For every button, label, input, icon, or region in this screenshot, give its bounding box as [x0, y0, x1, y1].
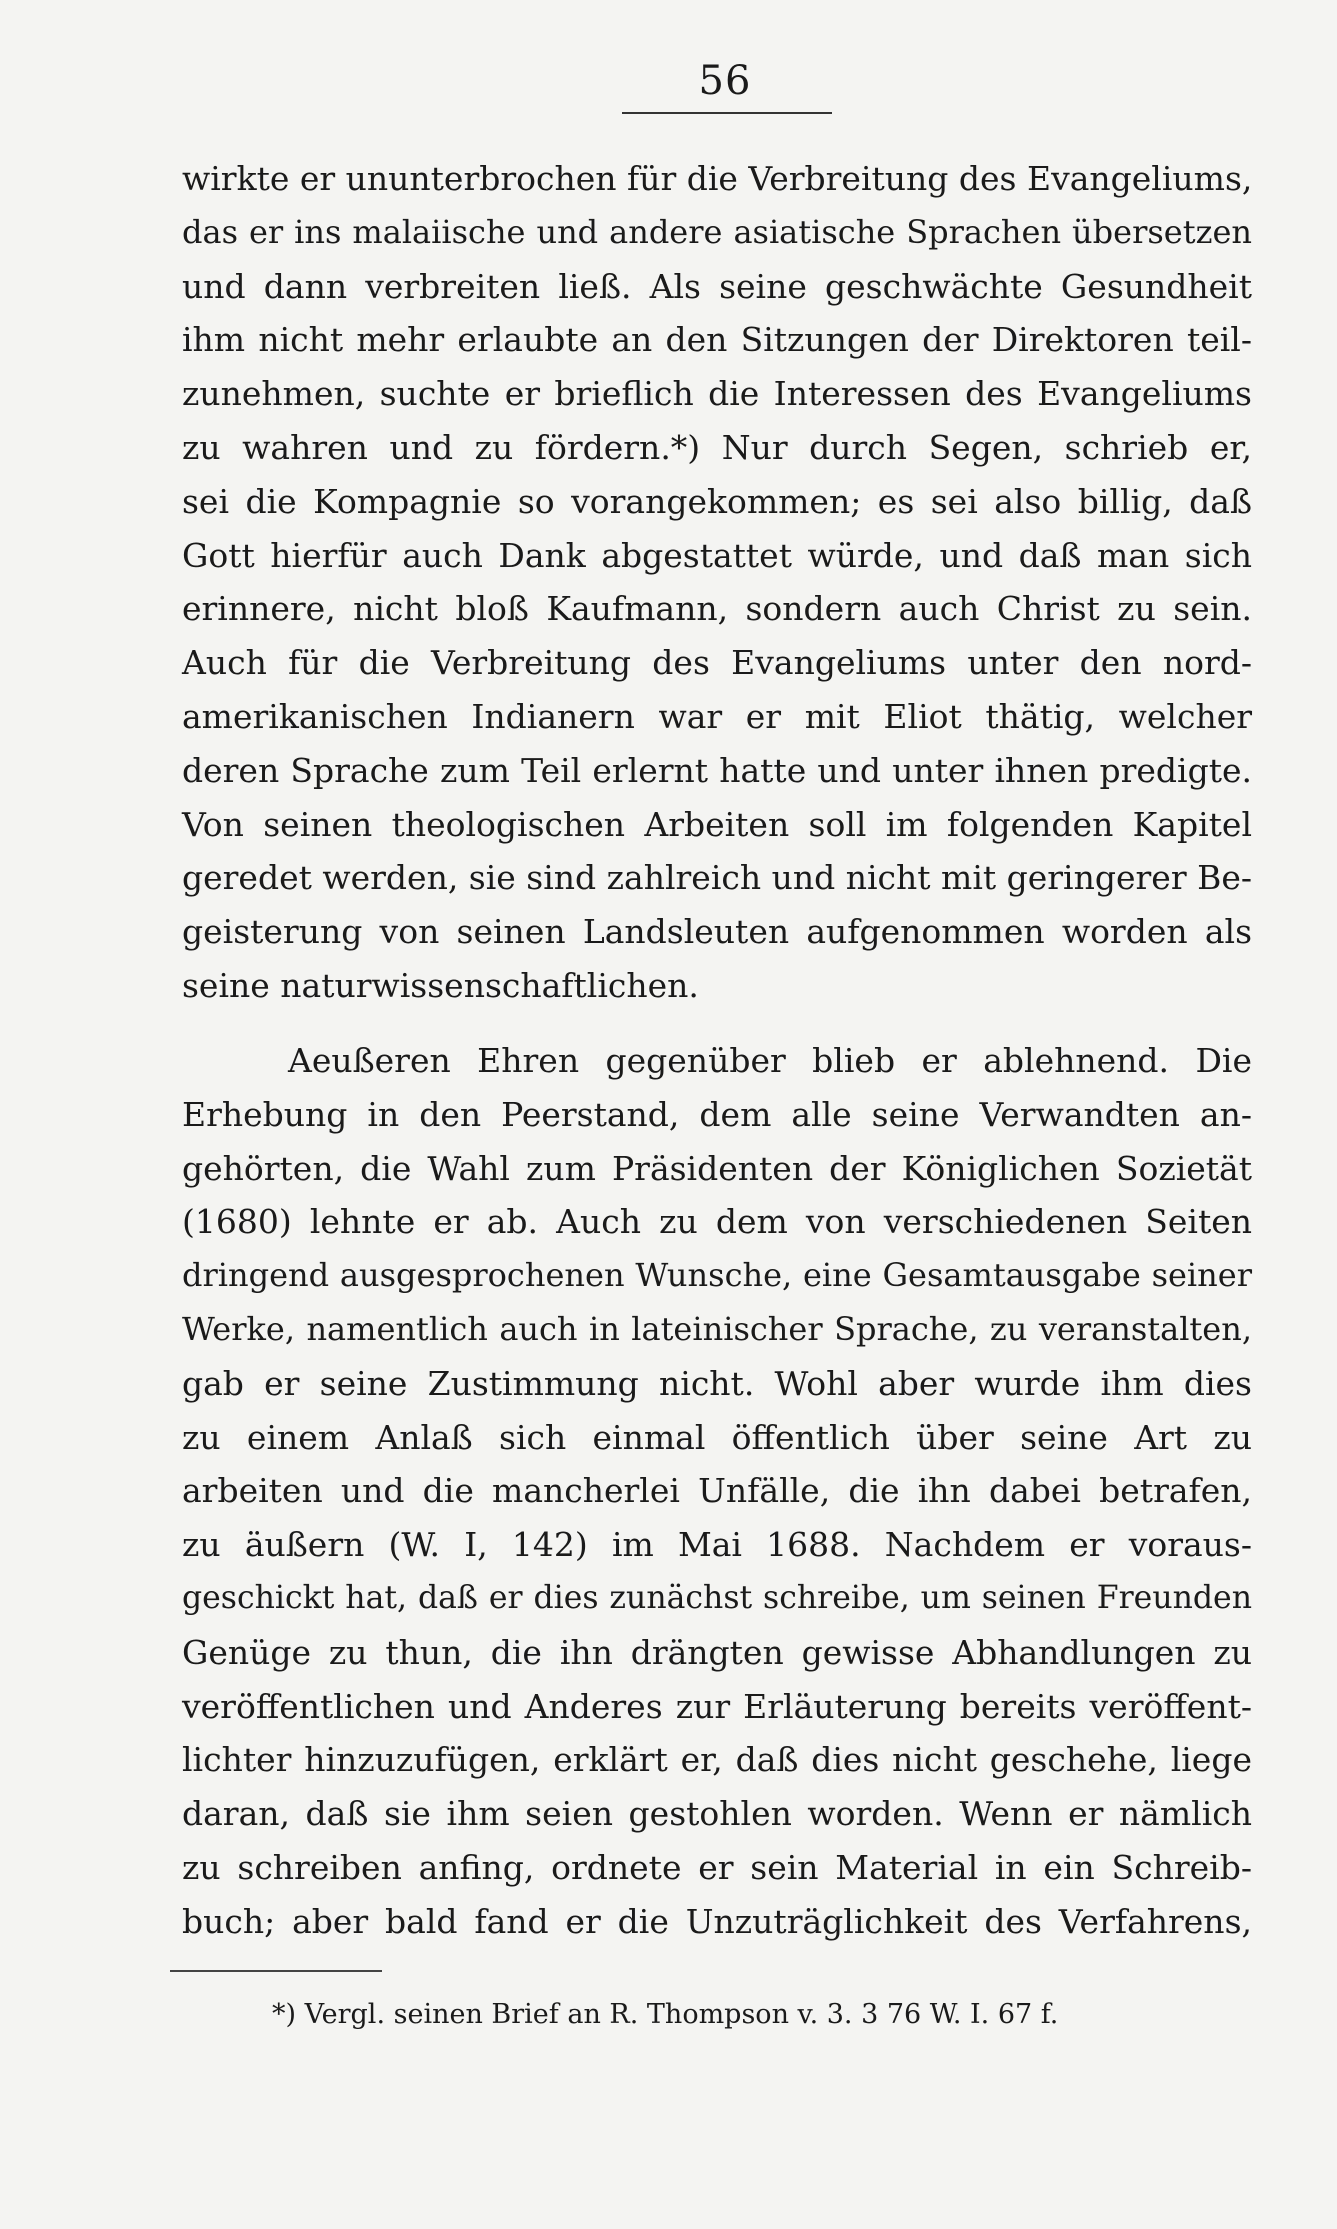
- text-line: gehörten, die Wahl zum Präsidenten der Königlichen Sozietät: [182, 1148, 1252, 1188]
- text-line: ihm nicht mehr erlaubte an den Sitzungen der Direktoren teil-: [182, 320, 1252, 360]
- text-line: daran, daß sie ihm seien gestohlen worden. Wenn er nämlich: [182, 1794, 1252, 1834]
- text-line: Erhebung in den Peerstand, dem alle seine Verwandten an-: [182, 1094, 1252, 1134]
- text-line: erinnere, nicht bloß Kaufmann, sondern auch Christ zu sein.: [182, 589, 1252, 629]
- text-line: buch; aber bald fand er die Unzuträglichkeit des Verfahrens,: [182, 1901, 1252, 1941]
- text-line: und dann verbreiten ließ. Als seine geschwächte Gesundheit: [182, 266, 1252, 306]
- text-line: sei die Kompagnie so vorangekommen; es sei also billig, daß: [182, 481, 1252, 521]
- text-line: zu einem Anlaß sich einmal öffentlich über seine Art zu: [182, 1417, 1252, 1457]
- header-rule: [622, 112, 832, 114]
- text-line: Gott hierfür auch Dank abgestattet würde, und daß man sich: [182, 535, 1252, 575]
- text-line: lichter hinzuzufügen, erklärt er, daß dies nicht geschehe, liege: [182, 1740, 1252, 1780]
- text-line: zunehmen, suchte er brieflich die Interessen des Evangeliums: [182, 374, 1252, 414]
- text-line: Auch für die Verbreitung des Evangeliums unter den nord-: [182, 643, 1252, 683]
- text-line: zu schreiben anfing, ordnete er sein Material in ein Schreib-: [182, 1847, 1252, 1887]
- text-line: zu äußern (W. I, 142) im Mai 1688. Nachdem er voraus-: [182, 1525, 1252, 1565]
- text-line: Aeußeren Ehren gegenüber blieb er ablehnend. Die: [288, 1041, 1252, 1080]
- footnote-rule: [170, 1970, 382, 1972]
- paragraph-1: [182, 152, 1252, 1013]
- text-line: das er ins malaiische und andere asiatische Sprachen übersetzen: [182, 212, 1252, 251]
- footnote: *) Vergl. seinen Brief an R. Thompson v. 3. 3 76 W. I. 67 f.: [272, 1999, 1059, 2030]
- text-line: Werke, namentlich auch in lateinischer Sprache, zu veranstalten,: [182, 1309, 1252, 1348]
- text-line: Von seinen theologischen Arbeiten soll im folgenden Kapitel: [182, 804, 1252, 844]
- text-line: deren Sprache zum Teil erlernt hatte und unter ihnen predigte.: [182, 750, 1252, 790]
- text-line: veröffentlichen und Anderes zur Erläuterung bereits veröffent-: [182, 1686, 1252, 1726]
- text-line: geredet werden, sie sind zahlreich und nicht mit geringerer Be-: [182, 858, 1253, 898]
- text-line: Genüge zu thun, die ihn drängten gewisse Abhandlungen zu: [182, 1632, 1252, 1672]
- text-line: geisterung von seinen Landsleuten aufgenommen worden als: [182, 912, 1252, 952]
- text-line: (1680) lehnte er ab. Auch zu dem von verschiedenen Seiten: [182, 1202, 1252, 1242]
- paragraph-2: [182, 1034, 1252, 1949]
- text-line: gab er seine Zustimmung nicht. Wohl aber wurde ihm dies: [182, 1363, 1252, 1403]
- text-line: arbeiten und die mancherlei Unfälle, die ihn dabei betrafen,: [182, 1471, 1252, 1511]
- page-number: 56: [698, 58, 752, 104]
- text-line: wirkte er ununterbrochen für die Verbreitung des Evangeliums,: [182, 159, 1253, 198]
- text-line: dringend ausgesprochenen Wunsche, eine Gesamtausgabe seiner: [182, 1256, 1252, 1295]
- text-line: zu wahren und zu fördern.*) Nur durch Segen, schrieb er,: [182, 427, 1252, 467]
- text-line: seine naturwissenschaftlichen.: [182, 965, 699, 1005]
- text-line: amerikanischen Indianern war er mit Eliot thätig, welcher: [182, 696, 1252, 736]
- text-line: geschickt hat, daß er dies zunächst schreibe, um seinen Freunden: [182, 1579, 1252, 1616]
